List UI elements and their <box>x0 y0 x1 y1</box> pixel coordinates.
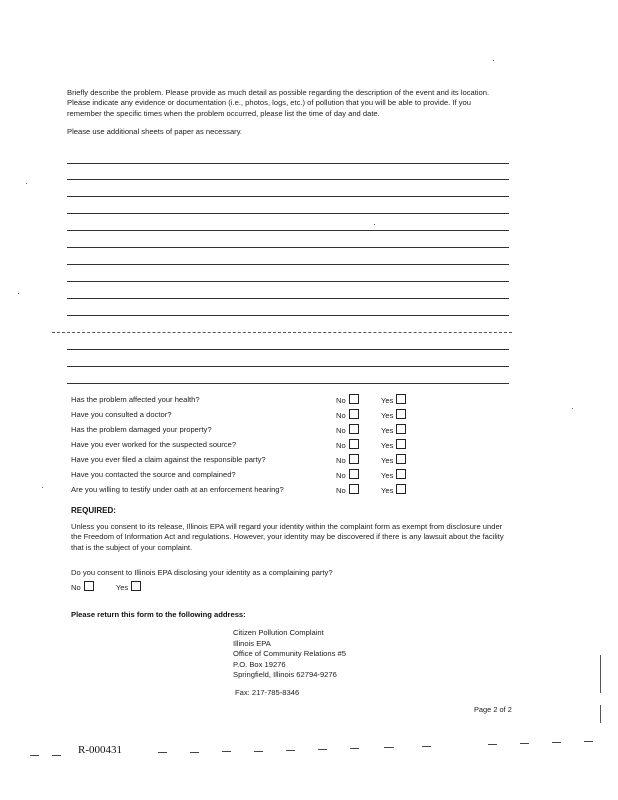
scan-dash <box>318 749 327 750</box>
fax-number: Fax: 217-785-8346 <box>235 688 300 697</box>
no-option[interactable] <box>336 484 359 497</box>
no-checkbox[interactable] <box>349 484 359 494</box>
yes-label: Yes <box>381 471 394 480</box>
bates-number: R-000431 <box>78 744 122 756</box>
scan-speck <box>26 183 27 184</box>
yes-label: Yes <box>381 411 394 420</box>
scan-speck <box>18 293 19 294</box>
description-line[interactable] <box>67 230 509 231</box>
scan-edge-mark <box>600 655 601 693</box>
description-line[interactable] <box>67 383 509 384</box>
yes-option[interactable] <box>381 409 406 422</box>
address-line: Office of Community Relations #5 <box>233 649 346 659</box>
description-line[interactable] <box>67 281 509 282</box>
consent-no-checkbox[interactable] <box>84 581 94 591</box>
scan-dash <box>552 742 561 743</box>
required-notice: Unless you consent to its release, Illinois EPA will regard your identity within the complaint form as exempt from disclosure under the Freedom of Information Act and regulations. However, your identity may be discovered if there is any lawsuit about the facility that is the subject of your complaint. <box>71 522 504 552</box>
question-text: Have you consulted a doctor? <box>71 410 172 419</box>
yes-label: Yes <box>381 486 394 495</box>
yes-option[interactable] <box>381 484 406 497</box>
yes-option[interactable] <box>381 424 406 437</box>
question-text: Has the problem damaged your property? <box>71 425 212 434</box>
no-label: No <box>336 456 346 465</box>
consent-no-label: No <box>71 583 81 592</box>
scan-dash <box>520 743 529 744</box>
question-text: Have you ever worked for the suspected source? <box>71 440 237 449</box>
yes-option[interactable] <box>381 454 406 467</box>
yes-checkbox[interactable] <box>396 484 406 494</box>
address-line: Illinois EPA <box>233 638 271 648</box>
description-line[interactable] <box>67 247 509 248</box>
scan-dash <box>286 750 295 751</box>
scan-dash <box>30 755 39 756</box>
yes-option[interactable] <box>381 394 406 407</box>
scan-speck <box>572 408 573 409</box>
no-option[interactable] <box>336 454 359 467</box>
scan-edge-mark <box>600 705 601 723</box>
scan-dash <box>158 752 167 753</box>
instructions-note: Please use additional sheets of paper as necessary. <box>67 127 243 137</box>
scan-dash <box>584 741 593 742</box>
description-line[interactable] <box>67 349 509 350</box>
consent-question: Do you consent to Illinois EPA disclosing your identity as a complaining party? <box>71 568 333 577</box>
no-checkbox[interactable] <box>349 439 359 449</box>
yes-checkbox[interactable] <box>396 469 406 479</box>
no-option[interactable] <box>336 424 359 437</box>
no-option[interactable] <box>336 469 359 482</box>
scan-dash <box>254 751 263 752</box>
consent-yes-checkbox[interactable] <box>131 581 141 591</box>
question-row <box>71 394 431 406</box>
no-checkbox[interactable] <box>349 469 359 479</box>
question-text: Have you ever filed a claim against the responsible party? <box>71 455 266 464</box>
yes-option[interactable] <box>381 469 406 482</box>
instructions <box>67 88 507 146</box>
no-option[interactable] <box>336 439 359 452</box>
description-line[interactable] <box>67 298 509 299</box>
scan-dash <box>52 755 61 756</box>
consent-no-option[interactable] <box>71 583 94 592</box>
consent-yes-label: Yes <box>115 583 129 592</box>
question-row <box>71 439 431 451</box>
no-checkbox[interactable] <box>349 424 359 434</box>
yes-checkbox[interactable] <box>396 424 406 434</box>
scan-speck <box>42 487 43 488</box>
yes-checkbox[interactable] <box>396 439 406 449</box>
consent-yes-option[interactable] <box>116 583 141 592</box>
no-label: No <box>336 486 346 495</box>
question-row <box>71 424 431 436</box>
address-line: Springfield, Illinois 62794-9276 <box>233 670 337 680</box>
no-checkbox[interactable] <box>349 409 359 419</box>
no-checkbox[interactable] <box>349 394 359 404</box>
yes-label: Yes <box>381 456 394 465</box>
consent-options <box>71 581 141 592</box>
return-instructions: Please return this form to the following address: <box>71 610 246 619</box>
scan-dash <box>488 744 497 745</box>
yes-checkbox[interactable] <box>396 394 406 404</box>
scan-dash <box>190 752 199 753</box>
question-text: Are you willing to testify under oath at an enforcement hearing? <box>71 485 284 494</box>
yes-option[interactable] <box>381 439 406 452</box>
no-option[interactable] <box>336 409 359 422</box>
question-text: Have you contacted the source and complained? <box>71 470 236 479</box>
no-option[interactable] <box>336 394 359 407</box>
scan-dash <box>222 751 231 752</box>
address-line: Citizen Pollution Complaint <box>233 628 324 637</box>
required-heading: REQUIRED: <box>71 506 116 515</box>
no-checkbox[interactable] <box>349 454 359 464</box>
scan-speck <box>374 224 375 225</box>
scan-dash <box>350 748 359 749</box>
no-label: No <box>336 411 346 420</box>
scan-dash <box>384 747 394 748</box>
question-text: Has the problem affected your health? <box>71 395 200 404</box>
instructions-paragraph: Briefly describe the problem. Please provide as much detail as possible regarding the description of the event and its location. Please indicate any evidence or documentation (i.e., photos, logs, etc.) of pollution that you will be able to provide. If you remember the specific times when the problem occurred, please list the time of day and date. <box>67 88 490 118</box>
page-number: Page 2 of 2 <box>474 705 512 714</box>
description-line[interactable] <box>67 196 509 197</box>
no-label: No <box>336 471 346 480</box>
no-label: No <box>336 441 346 450</box>
question-row <box>71 484 431 496</box>
no-label: No <box>336 396 346 405</box>
yes-label: Yes <box>381 396 394 405</box>
description-line[interactable] <box>52 332 512 333</box>
question-row <box>71 409 431 421</box>
scan-speck <box>493 60 494 61</box>
yes-checkbox[interactable] <box>396 409 406 419</box>
question-row <box>71 454 431 466</box>
no-label: No <box>336 426 346 435</box>
description-line[interactable] <box>67 163 509 164</box>
description-line[interactable] <box>67 315 509 316</box>
description-line[interactable] <box>67 213 509 214</box>
yes-checkbox[interactable] <box>396 454 406 464</box>
scan-dash <box>422 746 431 747</box>
description-line[interactable] <box>67 264 509 265</box>
description-line[interactable] <box>67 366 509 367</box>
question-row <box>71 469 431 481</box>
yes-label: Yes <box>381 426 394 435</box>
mailing-address <box>233 628 346 681</box>
description-line[interactable] <box>67 179 509 180</box>
address-line: P.O. Box 19276 <box>233 659 286 669</box>
yes-label: Yes <box>381 441 394 450</box>
